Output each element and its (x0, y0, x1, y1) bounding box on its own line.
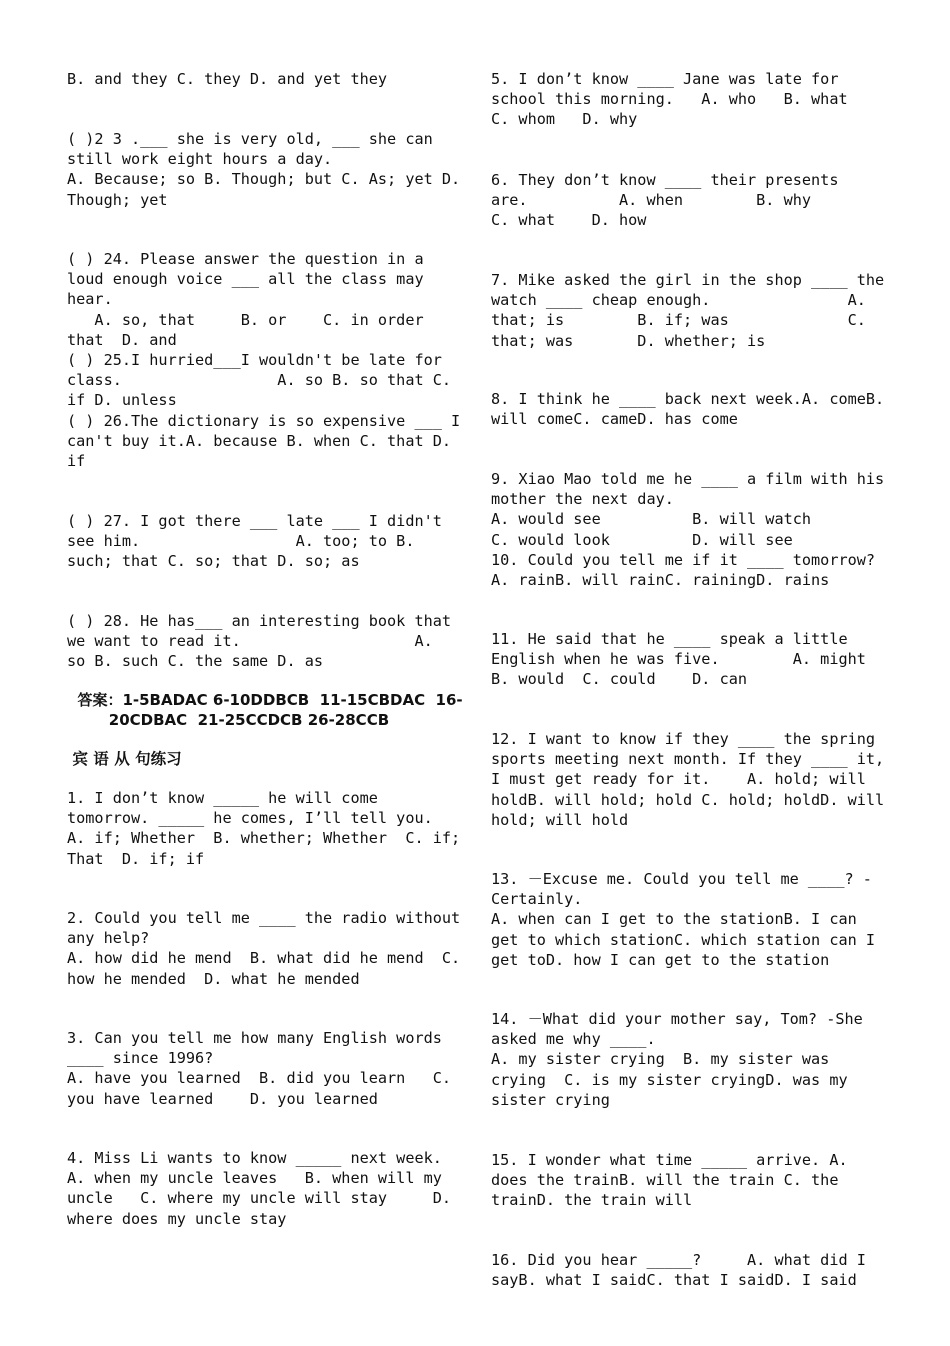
text-line: that; was D. whether; is (491, 331, 766, 350)
text-line: sister crying (491, 1090, 610, 1109)
text-line: so B. such C. the same D. as (67, 652, 324, 671)
exercise-3 (67, 1028, 451, 1109)
text-line: tomorrow. _____ he comes, I’ll tell you. (67, 809, 433, 828)
text-line: uncle C. where my uncle will stay D. (67, 1189, 452, 1208)
text-line: 12. I want to know if they ____ the spring (491, 730, 876, 748)
text-line: asked me why ____. (491, 1030, 656, 1049)
section-title (67, 749, 182, 769)
text-line: ____ since 1996? (67, 1049, 214, 1068)
text-line: C. what D. how (491, 211, 647, 230)
exercise-5 (491, 69, 848, 130)
exercise-12 (491, 729, 884, 830)
exercise-14 (491, 1009, 863, 1110)
exercise-1 (67, 788, 460, 869)
exercise-9 (491, 469, 884, 550)
text-line: how he mended D. what he mended (67, 969, 360, 988)
text-line: 6. They don’t know ____ their presents (491, 171, 839, 189)
text-line: loud enough voice ___ all the class may (67, 270, 424, 289)
text-line: hold; will hold (491, 810, 629, 829)
exercise-7 (491, 270, 884, 351)
text-line: mother the next day. (491, 490, 674, 509)
text-line: A. have you learned B. did you learn C. (67, 1069, 452, 1088)
text-line: watch ____ cheap enough. A. (491, 291, 866, 310)
text-line: A. when can I get to the stationB. I can (491, 910, 857, 929)
text-line: Certainly. (491, 890, 583, 909)
exercise-11 (491, 629, 866, 690)
text-line: English when he was five. A. might (491, 650, 866, 669)
section-heading: 宾 语 从 句练习 (67, 750, 182, 768)
text-line: does the trainB. will the train C. the (491, 1171, 839, 1190)
text-line: ( ) 27. I got there ___ late ___ I didn't (67, 512, 442, 530)
text-line: A. Because; so B. Though; but C. As; yet D. (67, 170, 461, 189)
question-28 (67, 611, 451, 672)
text-line: trainD. the train will (491, 1191, 693, 1210)
text-line: B. would C. could D. can (491, 670, 748, 689)
exercise-13 (491, 869, 875, 970)
question-27 (67, 511, 442, 572)
text-line: crying C. is my sister cryingD. was my (491, 1070, 848, 1089)
text-line: 3. Can you tell me how many English words (67, 1029, 442, 1047)
text-line: ( ) 25.I hurried___I wouldn't be late for (67, 351, 442, 369)
text-line: 4. Miss Li wants to know _____ next week. (67, 1149, 442, 1167)
text-line: ( )2 3 .___ she is very old, ___ she can (67, 130, 433, 148)
exercise-15 (491, 1150, 848, 1211)
text-line: A. rainB. will rainC. rainingD. rains (491, 571, 830, 590)
text-line: hear. (67, 290, 113, 309)
text-line: B. and they C. they D. and yet they (67, 70, 388, 88)
text-line: school this morning. A. who B. what (491, 90, 848, 109)
text-line: A. when my uncle leaves B. when will my (67, 1169, 442, 1188)
text-line: ( ) 24. Please answer the question in a (67, 250, 424, 268)
question-26 (67, 411, 460, 472)
text-line: 5. I don’t know ____ Jane was late for (491, 70, 839, 88)
text-line: A. my sister crying B. my sister was (491, 1050, 830, 1069)
text-line: 15. I wonder what time _____ arrive. A. (491, 1151, 848, 1169)
text-line: you have learned D. you learned (67, 1089, 378, 1108)
text-line: 14. －What did your mother say, Tom? -She (491, 1010, 863, 1028)
question-25 (67, 350, 451, 411)
question-23 (67, 129, 460, 210)
text-line: 1. I don’t know _____ he will come (67, 789, 378, 807)
text-line: sports meeting next month. If they ____ it, (491, 750, 885, 769)
text-line: where does my uncle stay (67, 1209, 287, 1228)
text-line: get to which stationC. which station can I (491, 930, 876, 949)
text-line: ( ) 28. He has___ an interesting book that (67, 612, 452, 630)
text-line: A. if; Whether B. whether; Whether C. if; (67, 829, 461, 848)
exercise-4 (67, 1148, 451, 1229)
text-line: still work eight hours a day. (67, 150, 333, 169)
text-line: are. A. when B. why (491, 191, 812, 210)
exercise-16 (491, 1250, 866, 1290)
text-line: if D. unless (67, 391, 177, 410)
text-line: will comeC. cameD. has come (491, 410, 738, 429)
text-line: ( ) 26.The dictionary is so expensive ___ I (67, 412, 461, 430)
text-line: A. so, that B. or C. in order (67, 310, 424, 329)
text-line: that; is B. if; was C. (491, 311, 866, 330)
text-line: A. how did he mend B. what did he mend C. (67, 949, 461, 968)
text-line: 13. －Excuse me. Could you tell me ____? - (491, 870, 872, 888)
text-line: get toD. how I can get to the station (491, 950, 830, 969)
question-22-options (67, 69, 387, 89)
text-line: that D. and (67, 330, 177, 349)
text-line: 2. Could you tell me ____ the radio without (67, 909, 461, 927)
answer-key (67, 690, 463, 730)
text-line: we want to read it. A. (67, 632, 433, 651)
text-line: can't buy it.A. because B. when C. that D. (67, 432, 452, 451)
answer-line: 20CDBAC 21-25CCDCB 26-28CCB (67, 711, 390, 730)
text-line: 11. He said that he ____ speak a little (491, 630, 848, 648)
text-line: Though; yet (67, 190, 168, 209)
exercise-8 (491, 389, 884, 429)
text-line: such; that C. so; that D. so; as (67, 552, 360, 571)
text-line: I must get ready for it. A. hold; will (491, 770, 866, 789)
text-line: see him. A. too; to B. (67, 532, 415, 551)
text-line: holdB. will hold; hold C. hold; holdD. will (491, 790, 885, 809)
exercise-2 (67, 908, 460, 989)
text-line: A. would see B. will watch (491, 510, 812, 529)
exercise-6 (491, 170, 838, 231)
text-line: 8. I think he ____ back next week.A. comeB. (491, 390, 885, 408)
text-line: any help? (67, 929, 150, 948)
exercise-10 (491, 550, 875, 590)
text-line: class. A. so B. so that C. (67, 371, 452, 390)
text-line: That D. if; if (67, 849, 205, 868)
question-24 (67, 249, 424, 350)
text-line: C. would look D. will see (491, 530, 793, 549)
text-line: 16. Did you hear _____? A. what did I (491, 1251, 866, 1269)
text-line: 10. Could you tell me if it ____ tomorrow? (491, 551, 876, 569)
text-line: C. whom D. why (491, 110, 638, 129)
answer-line: 答案：1-5BADAC 6-10DDBCB 11-15CBDAC 16- (67, 691, 463, 709)
text-line: 7. Mike asked the girl in the shop ____ the (491, 271, 885, 289)
text-line: sayB. what I saidC. that I saidD. I said (491, 1271, 857, 1290)
text-line: if (67, 452, 86, 471)
text-line: 9. Xiao Mao told me he ____ a film with his (491, 470, 885, 488)
